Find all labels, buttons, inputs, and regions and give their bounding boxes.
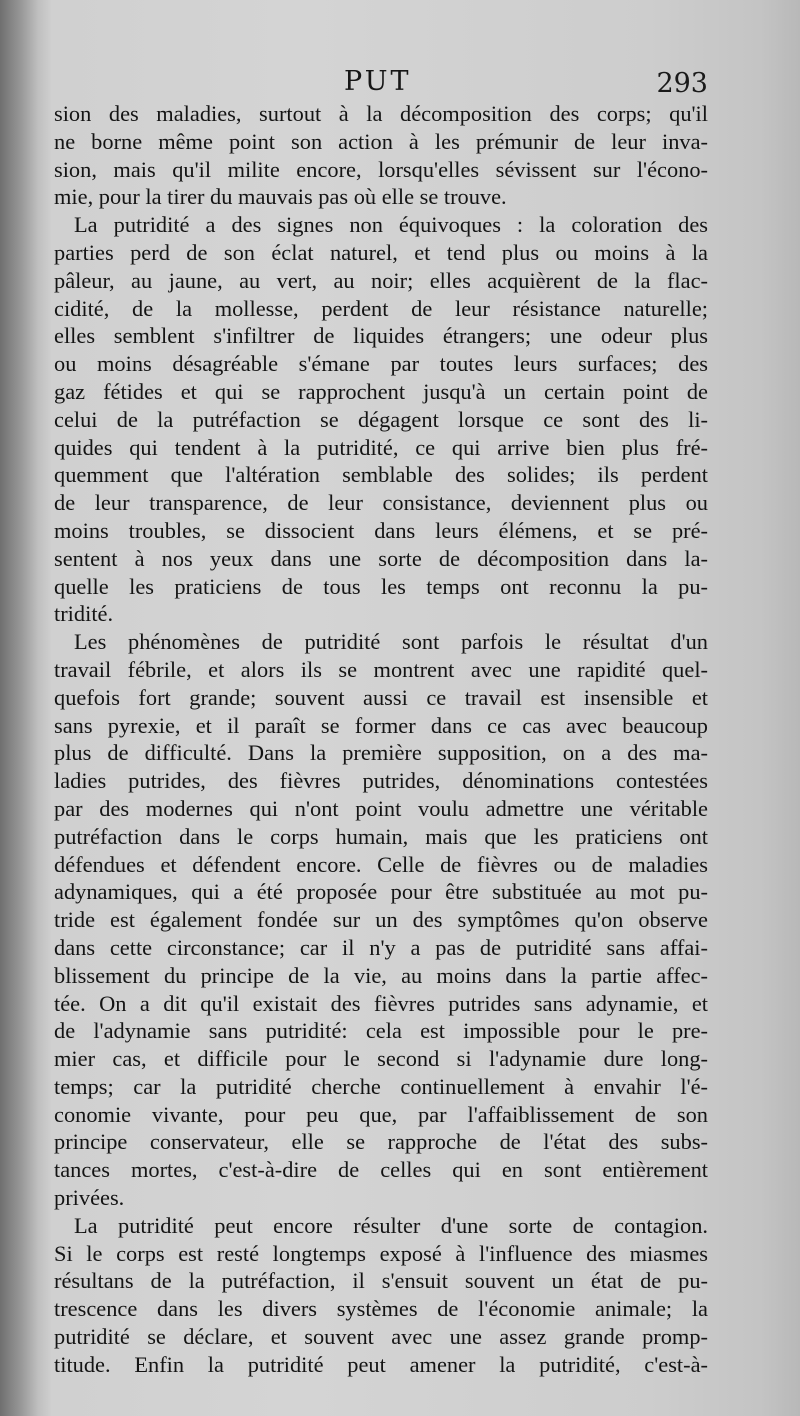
text-line: trescence dans les divers systèmes de l'économie animale; la [54, 1296, 708, 1322]
text-line: tances mortes, c'est-à-dire de celles qui en sont entièrement [54, 1157, 708, 1183]
text-line: sans pyrexie, et il paraît se former dans ce cas avec beaucoup [54, 712, 708, 738]
paragraph-2 [54, 211, 708, 628]
text-line: titude. Enfin la putridité peut amener la putridité, c'est-à- [54, 1351, 708, 1377]
text-line: sion, mais qu'il milite encore, lorsqu'elles sévissent sur l'écono- [54, 156, 708, 182]
text-line: ou moins désagréable s'émane par toutes leurs surfaces; des [54, 351, 708, 377]
text-line: cidité, de la mollesse, perdent de leur résistance naturelle; [54, 295, 708, 321]
text-line: Les phénomènes de putridité sont parfois le résultat d'un [74, 629, 708, 655]
text-line: par des modernes qui n'ont point voulu admettre une véritable [54, 795, 708, 821]
text-line: putridité se déclare, et souvent avec une assez grande promp- [54, 1324, 708, 1350]
text-line: La putridité a des signes non équivoques : la coloration des [74, 212, 708, 238]
paragraph-1 [54, 100, 708, 211]
running-head [52, 62, 708, 102]
text-line: privées. [54, 1185, 125, 1211]
text-line: ne borne même point son action à les prémunir de leur inva- [54, 128, 708, 154]
text-line: dans cette circonstance; car il n'y a pas de putridité sans affai- [54, 934, 708, 960]
text-line: plus de difficulté. Dans la première supposition, on a des ma- [54, 740, 708, 766]
text-line: ladies putrides, des fièvres putrides, dénominations contestées [54, 768, 708, 794]
page-number: 293 [656, 68, 708, 99]
text-line: quides qui tendent à la putridité, ce qui arrive bien plus fré- [54, 434, 708, 460]
text-line: celui de la putréfaction se dégagent lorsque ce sont des li- [54, 406, 708, 432]
text-line: quemment que l'altération semblable des solides; ils perdent [54, 462, 708, 488]
running-head-title: PUT [344, 66, 412, 97]
text-line: mier cas, et difficile pour le second si l'adynamie dure long- [54, 1046, 708, 1072]
text-line: travail fébrile, et alors ils se montrent avec une rapidité quel- [54, 656, 708, 682]
text-line: de l'adynamie sans putridité: cela est impossible pour le pre- [54, 1018, 708, 1044]
text-line: gaz fétides et qui se rapprochent jusqu'à un certain point de [54, 378, 708, 404]
body-text [54, 100, 708, 1379]
paragraph-3 [54, 628, 708, 1212]
paragraph-4 [54, 1212, 708, 1379]
text-line: tride est également fondée sur un des symptômes qu'on observe [54, 907, 708, 933]
text-line: sentent à nos yeux dans une sorte de décomposition dans la- [54, 545, 708, 571]
text-line: résultans de la putréfaction, il s'ensuit souvent un état de pu- [54, 1268, 708, 1294]
text-line: défendues et défendent encore. Celle de fièvres ou de maladies [54, 851, 708, 877]
text-line: Si le corps est resté longtemps exposé à l'influence des miasmes [54, 1240, 708, 1266]
text-line: tridité. [54, 601, 114, 627]
text-line: putréfaction dans le corps humain, mais que les praticiens ont [54, 823, 708, 849]
text-line: quelle les praticiens de tous les temps ont reconnu la pu- [54, 573, 708, 599]
text-line: elles semblent s'infiltrer de liquides étrangers; une odeur plus [54, 323, 708, 349]
text-line: de leur transparence, de leur consistance, deviennent plus ou [54, 490, 708, 516]
text-line: moins troubles, se dissocient dans leurs élémens, et se pré- [54, 517, 708, 543]
text-line: principe conservateur, elle se rapproche de l'état des subs- [54, 1129, 708, 1155]
text-line: conomie vivante, pour peu que, par l'affaiblissement de son [54, 1101, 708, 1127]
text-line: La putridité peut encore résulter d'une sorte de contagion. [74, 1212, 708, 1238]
text-line: sion des maladies, surtout à la décomposition des corps; qu'il [54, 101, 708, 126]
text-line: adynamiques, qui a été proposée pour être substituée au mot pu- [54, 879, 708, 905]
text-line: quefois fort grande; souvent aussi ce travail est insensible et [54, 684, 708, 710]
text-line: parties perd de son éclat naturel, et tend plus ou moins à la [54, 239, 708, 265]
text-line: pâleur, au jaune, au vert, au noir; elles acquièrent de la flac- [54, 267, 708, 293]
text-line: mie, pour la tirer du mauvais pas où elle se trouve. [54, 184, 507, 210]
text-line: tée. On a dit qu'il existait des fièvres putrides sans adynamie, et [54, 990, 708, 1016]
text-line: blissement du principe de la vie, au moins dans la partie affec- [54, 962, 708, 988]
text-line: temps; car la putridité cherche continuellement à envahir l'é- [54, 1073, 708, 1099]
